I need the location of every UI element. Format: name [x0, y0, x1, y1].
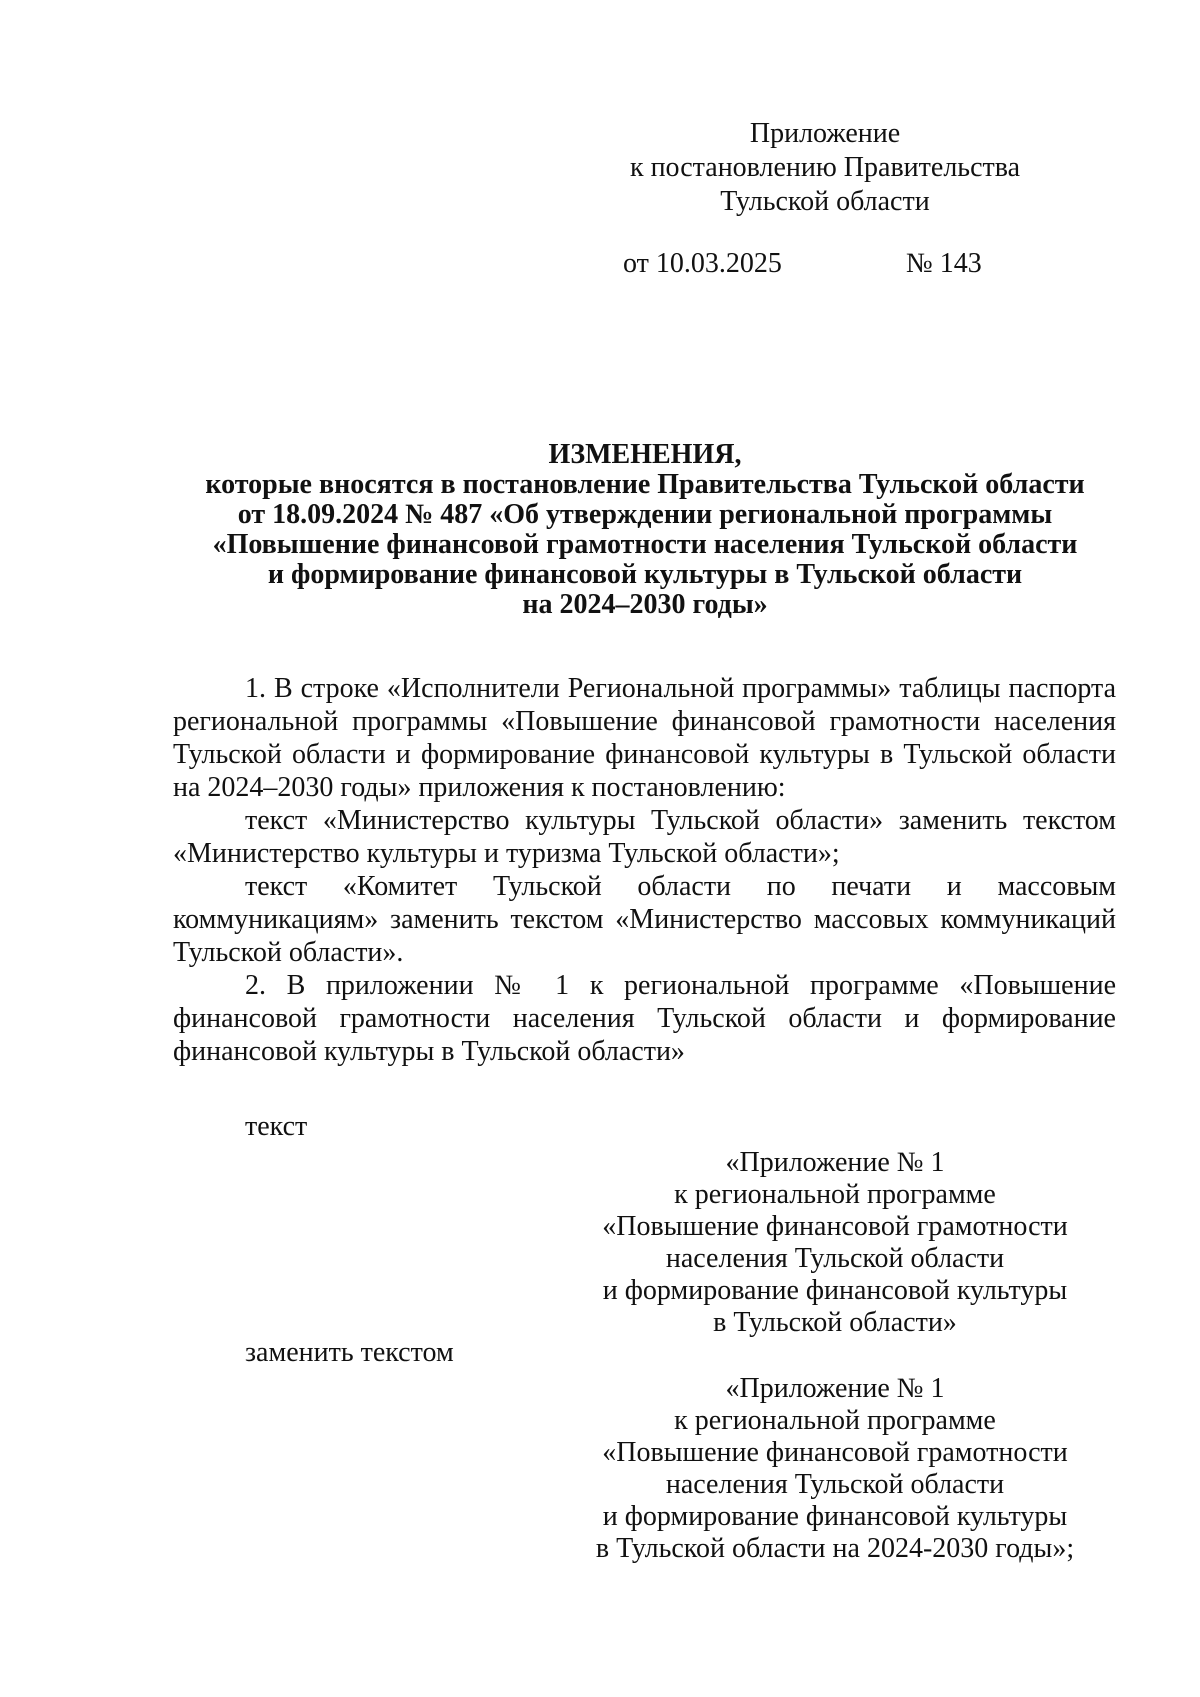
appendix-header-line: Приложение [749, 118, 901, 149]
quote-new-line: в Тульской области на 2024-2030 годы»; [595, 1533, 1075, 1564]
quote-new [570, 1372, 1100, 1564]
title-line: ИЗМЕНЕНИЯ, [548, 439, 742, 470]
title-line: от 18.09.2024 № 487 «Об утверждении региональной программы [237, 499, 1053, 530]
quote-new-line: «Повышение финансовой грамотности [602, 1437, 1068, 1468]
text-label: текст [245, 1111, 308, 1142]
paragraph-3: текст «Комитет Тульской области по печати и массовым коммуникациям» заменить текстом «Министерство массовых коммуникаций Тульской области». [173, 871, 1116, 968]
appendix-header-line: к постановлению Правительства [629, 152, 1021, 183]
title-line: на 2024–2030 годы» [522, 589, 768, 620]
appendix-header [600, 117, 1050, 219]
quote-old [570, 1146, 1100, 1338]
paragraph-4: 2. В приложении № 1 к региональной программе «Повышение финансовой грамотности населения Тульской области и формирование финансовой культуры в Тульской области» [173, 970, 1116, 1067]
quote-old-line: в Тульской области» [713, 1307, 957, 1338]
appendix-header-line: Тульской области [720, 186, 930, 217]
decree-date: от 10.03.2025 [623, 248, 782, 279]
quote-old-line: к региональной программе [674, 1179, 996, 1210]
replace-label: заменить текстом [245, 1337, 454, 1368]
title-line: «Повышение финансовой грамотности населения Тульской области [212, 529, 1078, 560]
quote-old-line: «Повышение финансовой грамотности [602, 1211, 1068, 1242]
quote-new-line: «Приложение № 1 [725, 1373, 945, 1404]
document-title [150, 438, 1140, 618]
document-body [173, 672, 1116, 1068]
quote-new-line: населения Тульской области [665, 1469, 1005, 1500]
quote-new-line: к региональной программе [674, 1405, 996, 1436]
paragraph-2: текст «Министерство культуры Тульской области» заменить текстом «Министерство культуры и туризма Тульской области»; [173, 805, 1116, 869]
quote-old-line: и формирование финансовой культуры [602, 1275, 1068, 1306]
decree-number: № 143 [906, 248, 982, 279]
paragraph-1: 1. В строке «Исполнители Региональной программы» таблицы паспорта региональной программы «Повышение финансовой грамотности населения Тульской области и формирование финансовой культуры в Тульской области на 2024–2030 годы» приложения к постановлению: [173, 673, 1116, 803]
quote-old-line: населения Тульской области [665, 1243, 1005, 1274]
quote-old-line: «Приложение № 1 [725, 1147, 945, 1178]
title-line: которые вносятся в постановление Правительства Тульской области [205, 469, 1085, 500]
quote-new-line: и формирование финансовой культуры [602, 1501, 1068, 1532]
title-line: и формирование финансовой культуры в Тульской области [267, 559, 1023, 590]
